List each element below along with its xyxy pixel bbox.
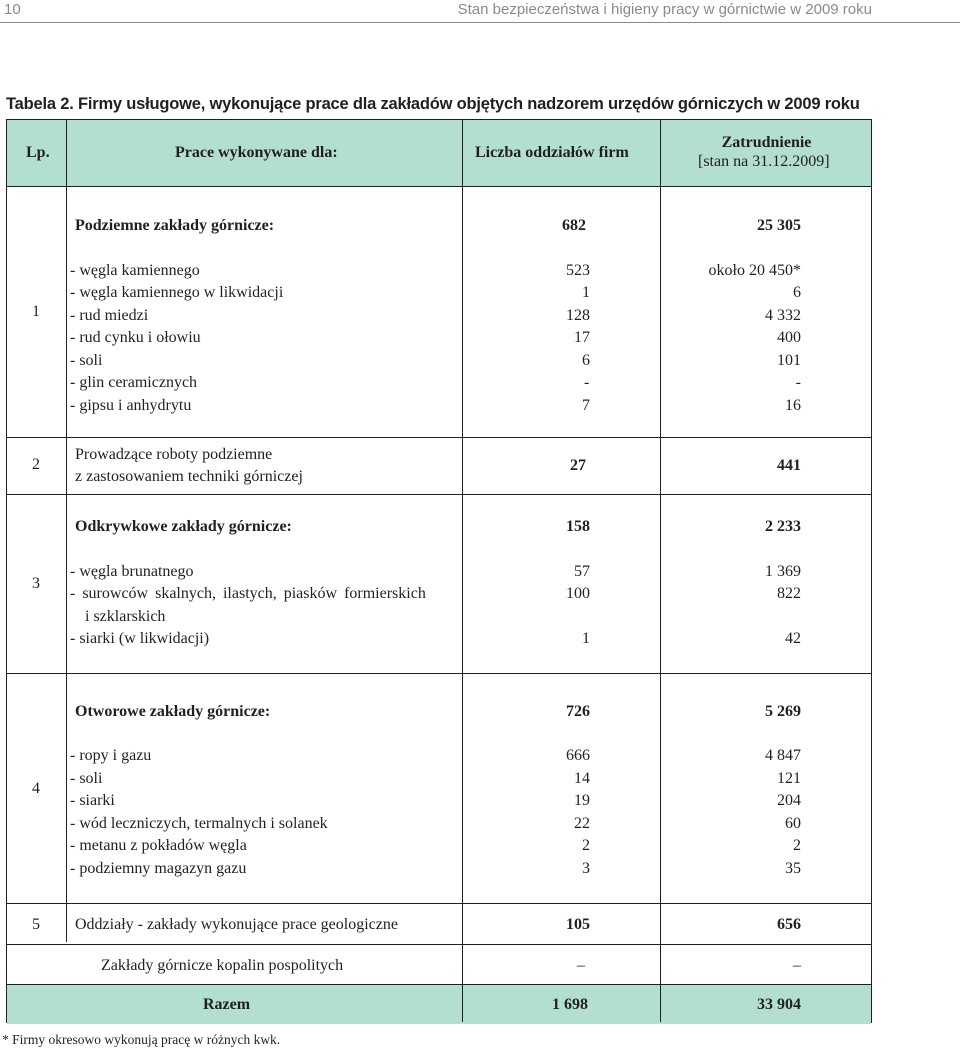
group-lp: 3 <box>32 575 40 592</box>
item-label: - rud miedzi <box>70 307 149 324</box>
item-employment: około 20 450* <box>708 262 801 279</box>
group-lp: 2 <box>32 456 40 473</box>
header-employment-date: [stan na 31.12.2009] <box>698 153 830 170</box>
group-branches: 682 <box>562 217 586 234</box>
item-branches: 6 <box>582 352 590 369</box>
item-employment: 121 <box>777 770 801 787</box>
item-label: - siarki (w likwidacji) <box>70 630 210 647</box>
item-employment: 42 <box>785 630 801 647</box>
item-branches: 1 <box>582 284 590 301</box>
common-minerals-branches: – <box>577 957 585 974</box>
item-employment: 1 369 <box>765 563 801 580</box>
column-rule <box>462 120 463 1022</box>
column-rule <box>66 120 67 942</box>
item-employment: - <box>795 374 801 391</box>
header-lp: Lp. <box>26 144 50 161</box>
item-branches: 7 <box>582 397 590 414</box>
table-footnote: * Firmy okresowo wykonują pracę w różnych kwk. <box>2 1032 281 1047</box>
item-branches: 1 <box>582 630 590 647</box>
item-employment: 60 <box>785 815 801 832</box>
group-title-line-2: z zastosowaniem techniki górniczej <box>75 468 303 485</box>
data-table <box>6 119 872 1023</box>
item-label: - soli <box>70 770 103 787</box>
group-employment: 441 <box>777 457 801 474</box>
row-rule <box>7 944 871 945</box>
item-employment: 35 <box>785 860 801 877</box>
item-label: - węgla brunatnego <box>70 563 194 580</box>
item-branches: 128 <box>566 307 590 324</box>
item-branches: 14 <box>574 770 590 787</box>
item-label: - gipsu i anhydrytu <box>70 397 192 414</box>
item-branches: - <box>584 374 590 391</box>
table-caption: Tabela 2. Firmy usługowe, wykonujące prace dla zakładów objętych nadzorem urzędów górniczych w 2009 roku <box>6 95 860 113</box>
total-row-background <box>7 984 871 1024</box>
item-branches: 100 <box>566 585 590 602</box>
item-branches: 22 <box>574 815 590 832</box>
item-employment: 6 <box>793 284 801 301</box>
item-employment: 16 <box>785 397 801 414</box>
item-label-line-2: i szklarskich <box>85 608 166 625</box>
item-employment: 101 <box>777 352 801 369</box>
header-work: Prace wykonywane dla: <box>175 144 338 161</box>
item-branches: 2 <box>582 837 590 854</box>
item-label: - wód leczniczych, termalnych i solanek <box>70 815 328 832</box>
item-branches: 666 <box>566 747 590 764</box>
item-label: - rud cynku i ołowiu <box>70 329 201 346</box>
group-title: Oddziały - zakłady wykonujące prace geologiczne <box>75 916 398 933</box>
page-number: 10 <box>4 1 21 18</box>
item-label: - podziemny magazyn gazu <box>70 860 247 877</box>
row-rule <box>7 437 871 438</box>
group-employment: 5 269 <box>765 703 801 720</box>
row-rule <box>7 984 871 985</box>
item-employment: 4 332 <box>765 307 801 324</box>
item-label: - surowców skalnych, ilastych, piasków formierskich <box>70 585 426 602</box>
item-label: - soli <box>70 352 103 369</box>
item-employment: 2 <box>793 837 801 854</box>
header-bottom-rule <box>7 186 871 187</box>
item-branches: 57 <box>574 563 590 580</box>
common-minerals-employment: – <box>793 957 801 974</box>
group-lp: 5 <box>32 916 40 933</box>
item-employment: 204 <box>777 792 801 809</box>
common-minerals-label: Zakłady górnicze kopalin pospolitych <box>101 957 344 974</box>
group-employment: 2 233 <box>765 518 801 535</box>
group-lp: 4 <box>32 780 40 797</box>
row-rule <box>7 903 871 904</box>
item-employment: 400 <box>777 329 801 346</box>
group-employment: 25 305 <box>757 217 801 234</box>
group-branches: 158 <box>566 518 590 535</box>
item-branches: 523 <box>566 262 590 279</box>
item-label: - siarki <box>70 792 115 809</box>
group-employment: 656 <box>777 916 801 933</box>
row-rule <box>7 673 871 674</box>
header-rule <box>0 22 960 23</box>
item-employment: 4 847 <box>765 747 801 764</box>
group-branches: 27 <box>570 457 586 474</box>
item-branches: 3 <box>582 860 590 877</box>
item-branches: 19 <box>574 792 590 809</box>
header-employment: Zatrudnienie <box>721 134 812 151</box>
running-title: Stan bezpieczeństwa i higieny pracy w górnictwie w 2009 roku <box>457 1 872 18</box>
total-label: Razem <box>203 996 251 1013</box>
group-lp: 1 <box>32 303 40 320</box>
item-label: - ropy i gazu <box>70 747 152 764</box>
item-label: - węgla kamiennego <box>70 262 200 279</box>
total-branches: 1 698 <box>552 996 588 1013</box>
group-branches: 105 <box>566 916 590 933</box>
group-branches: 726 <box>566 703 590 720</box>
group-title: Prowadzące roboty podziemne <box>75 446 273 463</box>
group-title: Odkrywkowe zakłady górnicze: <box>75 518 292 535</box>
column-rule <box>660 120 661 1022</box>
item-label: - węgla kamiennego w likwidacji <box>70 284 284 301</box>
item-label: - metanu z pokładów węgla <box>70 837 247 854</box>
item-employment: 822 <box>777 585 801 602</box>
item-branches: 17 <box>574 329 590 346</box>
total-employment: 33 904 <box>757 996 801 1013</box>
item-label: - glin ceramicznych <box>70 374 198 391</box>
row-rule <box>7 494 871 495</box>
group-title: Otworowe zakłady górnicze: <box>75 703 271 720</box>
group-title: Podziemne zakłady górnicze: <box>75 217 275 234</box>
header-branches: Liczba oddziałów firm <box>475 144 629 161</box>
